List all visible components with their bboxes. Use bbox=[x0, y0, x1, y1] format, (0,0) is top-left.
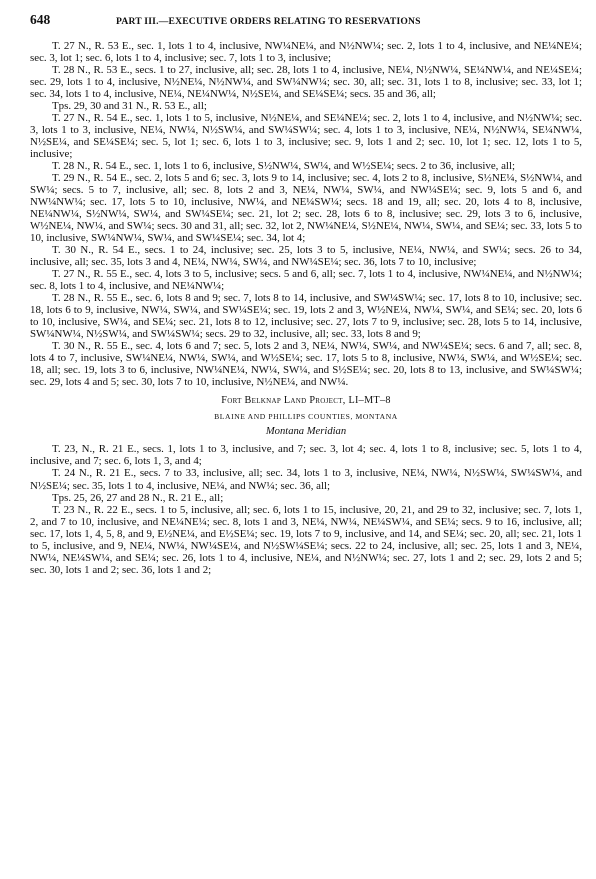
meridian-heading: Montana Meridian bbox=[265, 426, 347, 438]
paragraph: Tps. 29, 30 and 31 N., R. 53 E., all; bbox=[52, 100, 207, 113]
paragraph: Tps. 25, 26, 27 and 28 N., R. 21 E., all; bbox=[52, 491, 224, 504]
paragraph: T. 24 N., R. 21 E., secs. 7 to 33, inclusive, all; sec. 34, lots 1 to 3, inclusive, NE¼, NW¼, N½SW¼, SW¼SW¼, and N½SE¼; sec. 35, lots 1 to 4, inclusive, NE¼, and NW¼; sec. 36, all; bbox=[30, 467, 582, 492]
paragraph: T. 30 N., R. 55 E., sec. 4, lots 6 and 7; sec. 5, lots 2 and 3, NE¼, NW¼, SW¼, and NW¼SE¼; secs. 6 and 7, all; sec. 8, lots 4 to 7, inclusive, SW¼NE¼, NW¼, SW¼, and W½SE¼; sec. 17, lots 5 to 8, inclusive, NW¼, SW¼, and W½SE¼; sec. 18, all; sec. 19, lots 3 to 6, inclusive, NW¼NE¼, NW¼, SW¼, and S½SE¼; sec. 20, lots 8 to 13, inclusive, and SW¼SW¼; sec. 29, lots 4 and 5; sec. 30, lots 7 to 10, inclusive, N½NE¼, and NW¼. bbox=[30, 340, 582, 389]
section-subtitle: BLAINE AND PHILLIPS COUNTIES, MONTANA bbox=[214, 412, 398, 422]
paragraph: T. 28 N., R. 53 E., secs. 1 to 27, inclusive, all; sec. 28, lots 1 to 4, inclusive, NE¼, N½NW¼, SE¼NW¼, and NE¼SE¼; sec. 29, lots 1 to 4, inclusive, N½NE¼, N½NW¼, and SW¼NW¼; sec. 30, all; sec. 31, lots 1 to 8, inclusive; sec. 33, lot 1; sec. 34, lots 1 to 4, inclusive, NE¼, NE¼NW¼, N½SE¼, and SE¼SE¼; secs. 35 and 36, all; bbox=[30, 64, 582, 101]
paragraph: T. 28 N., R. 55 E., sec. 6, lots 8 and 9; sec. 7, lots 8 to 14, inclusive, and SW¼SW¼; sec. 17, lots 8 to 10, inclusive; sec. 18, lots 6 to 9, inclusive, NW¼, SW¼, and SW¼SE¼; sec. 19, lots 2 and 3, W½NE¼, NW¼, SW¼, and SE¼; sec. 20, lots 6 to 10, inclusive, SW¼, and SE¼; sec. 21, lots 8 to 12, inclusive; sec. 27, lots 7 to 9, inclusive; sec. 28, lots 5 to 14, inclusive, SW¼NW¼, N½SW¼, and SW¼SW¼; secs. 29 to 32, inclusive, all; sec. 33, lots 8 and 9; bbox=[30, 292, 582, 341]
page-header bbox=[30, 12, 582, 34]
paragraph: T. 30 N., R. 54 E., secs. 1 to 24, inclusive; sec. 25, lots 3 to 5, inclusive, NE¼, NW¼, and SW¼; secs. 26 to 34, inclusive, all; sec. 35, lots 3 and 4, NE¼, NW¼, SW¼, and NW¼SE¼; sec. 36, lots 7 to 10, inclusive; bbox=[30, 244, 582, 269]
paragraph: T. 27 N., R. 53 E., sec. 1, lots 1 to 4, inclusive, NW¼NE¼, and N½NW¼; sec. 2, lots 1 to 4, inclusive, and NE¼NE¼; sec. 3, lot 1; sec. 6, lots 1 to 4, inclusive; sec. 7, lots 1 to 3, inclusive; bbox=[30, 40, 582, 65]
document-page bbox=[30, 12, 582, 576]
paragraph: T. 27 N., R. 55 E., sec. 4, lots 3 to 5, inclusive; secs. 5 and 6, all; sec. 7, lots 1 to 4, inclusive, NW¼NE¼, and N½NW¼; sec. 8, lots 1 to 4, inclusive, and NE¼NW¼; bbox=[30, 268, 582, 293]
paragraph: T. 29 N., R. 54 E., sec. 2, lots 5 and 6; sec. 3, lots 9 to 14, inclusive; sec. 4, lots 2 to 8, inclusive, S½NE¼, S½NW¼, and SW¼; secs. 5 to 7, inclusive, all; sec. 8, lots 2 and 3, NE¼, NW¼, SW¼, and NW¼SE¼; sec. 9, lots 5 and 6, and NW¼NW¼; sec. 17, lots 5 to 10, inclusive, NW¼, and NE¼SW¼; secs. 18 and 19, all; sec. 20, lots 4 to 8, inclusive, NE¼NW¼, S½NW¼, SW¼, and SW¼SE¼; sec. 21, lot 2; sec. 28, lots 6 to 8, inclusive; sec. 29, lots 3 to 6, inclusive, W½NE¼, NW¼, and SW¼; secs. 30 and 31, all; sec. 32, lot 2, NW¼NE¼, S½NE¼, NW¼, SW¼, and SE¼; sec. 33, lots 5 to 10, inclusive, SW¼NW¼, SW¼, and SW¼SE¼; sec. 34, lot 4; bbox=[30, 172, 582, 245]
paragraph: T. 23 N., R. 22 E., secs. 1 to 5, inclusive, all; sec. 6, lots 1 to 15, inclusive, 20, 21, and 29 to 32, inclusive; sec. 7, lots 1, 2, and 7 to 10, inclusive, and NE¼NE¼; sec. 8, lots 1 and 3, NE¼, NW¼, NE¼SW¼, and SE¼; secs. 9 to 16, inclusive, all; sec. 17, lots 1, 4, 5, 8, and 9, E½NE¼, and E½SE¼; sec. 19, lots 7 to 9, inclusive, and 14, and SE¼; sec. 20, all; sec. 21, lots 1 to 5, inclusive, and 9, NE¼, NW¼, NW¼SE¼, and N½SW¼SE¼; secs. 22 to 24, inclusive, all; sec. 25, lots 1 and 3, NE¼, NW¼, NE¼SW¼, and SE¼; sec. 26, lots 1 to 4, inclusive, NE¼, and N½NW¼; sec. 27, lots 1 and 2; sec. 29, lots 2 and 5; sec. 30, lots 1 and 2; sec. 36, lots 1 and 2; bbox=[30, 503, 582, 576]
page-number: 648 bbox=[30, 12, 51, 27]
section-title: Fort Belknap Land Project, LI–MT–8 bbox=[221, 395, 391, 407]
paragraph: T. 23, N., R. 21 E., secs. 1, lots 1 to 3, inclusive, and 7; sec. 3, lot 4; sec. 4, lots 1 to 8, inclusive; sec. 5, lots 1 to 4, inclusive, and 7; sec. 6, lots 1, 3, and 4; bbox=[30, 443, 582, 468]
body-text-top bbox=[30, 40, 582, 388]
body-text-bottom bbox=[30, 443, 582, 575]
paragraph: T. 27 N., R. 54 E., sec. 1, lots 1 to 5, inclusive, N½NE¼, and SE¼NE¼; sec. 2, lots 1 to 4, inclusive, and N½NW¼; sec. 3, lots 1 to 3, inclusive, NE¼, NW¼, N½SW¼, and SW¼SW¼; sec. 4, lots 1 to 3, inclusive, NE¼, N½NW¼, SE¼NW¼, N½SE¼, and SE¼SE¼; sec. 5, lot 1; sec. 6, lots 1 to 3, inclusive; sec. 9, lots 1 and 2; sec. 10, lot 1; sec. 12, lots 1 to 5, inclusive; bbox=[30, 112, 582, 161]
paragraph: T. 28 N., R. 54 E., sec. 1, lots 1 to 6, inclusive, S½NW¼, SW¼, and W½SE¼; secs. 2 to 36, inclusive, all; bbox=[52, 160, 516, 173]
running-head: PART III.—EXECUTIVE ORDERS RELATING TO RESERVATIONS bbox=[116, 16, 421, 27]
